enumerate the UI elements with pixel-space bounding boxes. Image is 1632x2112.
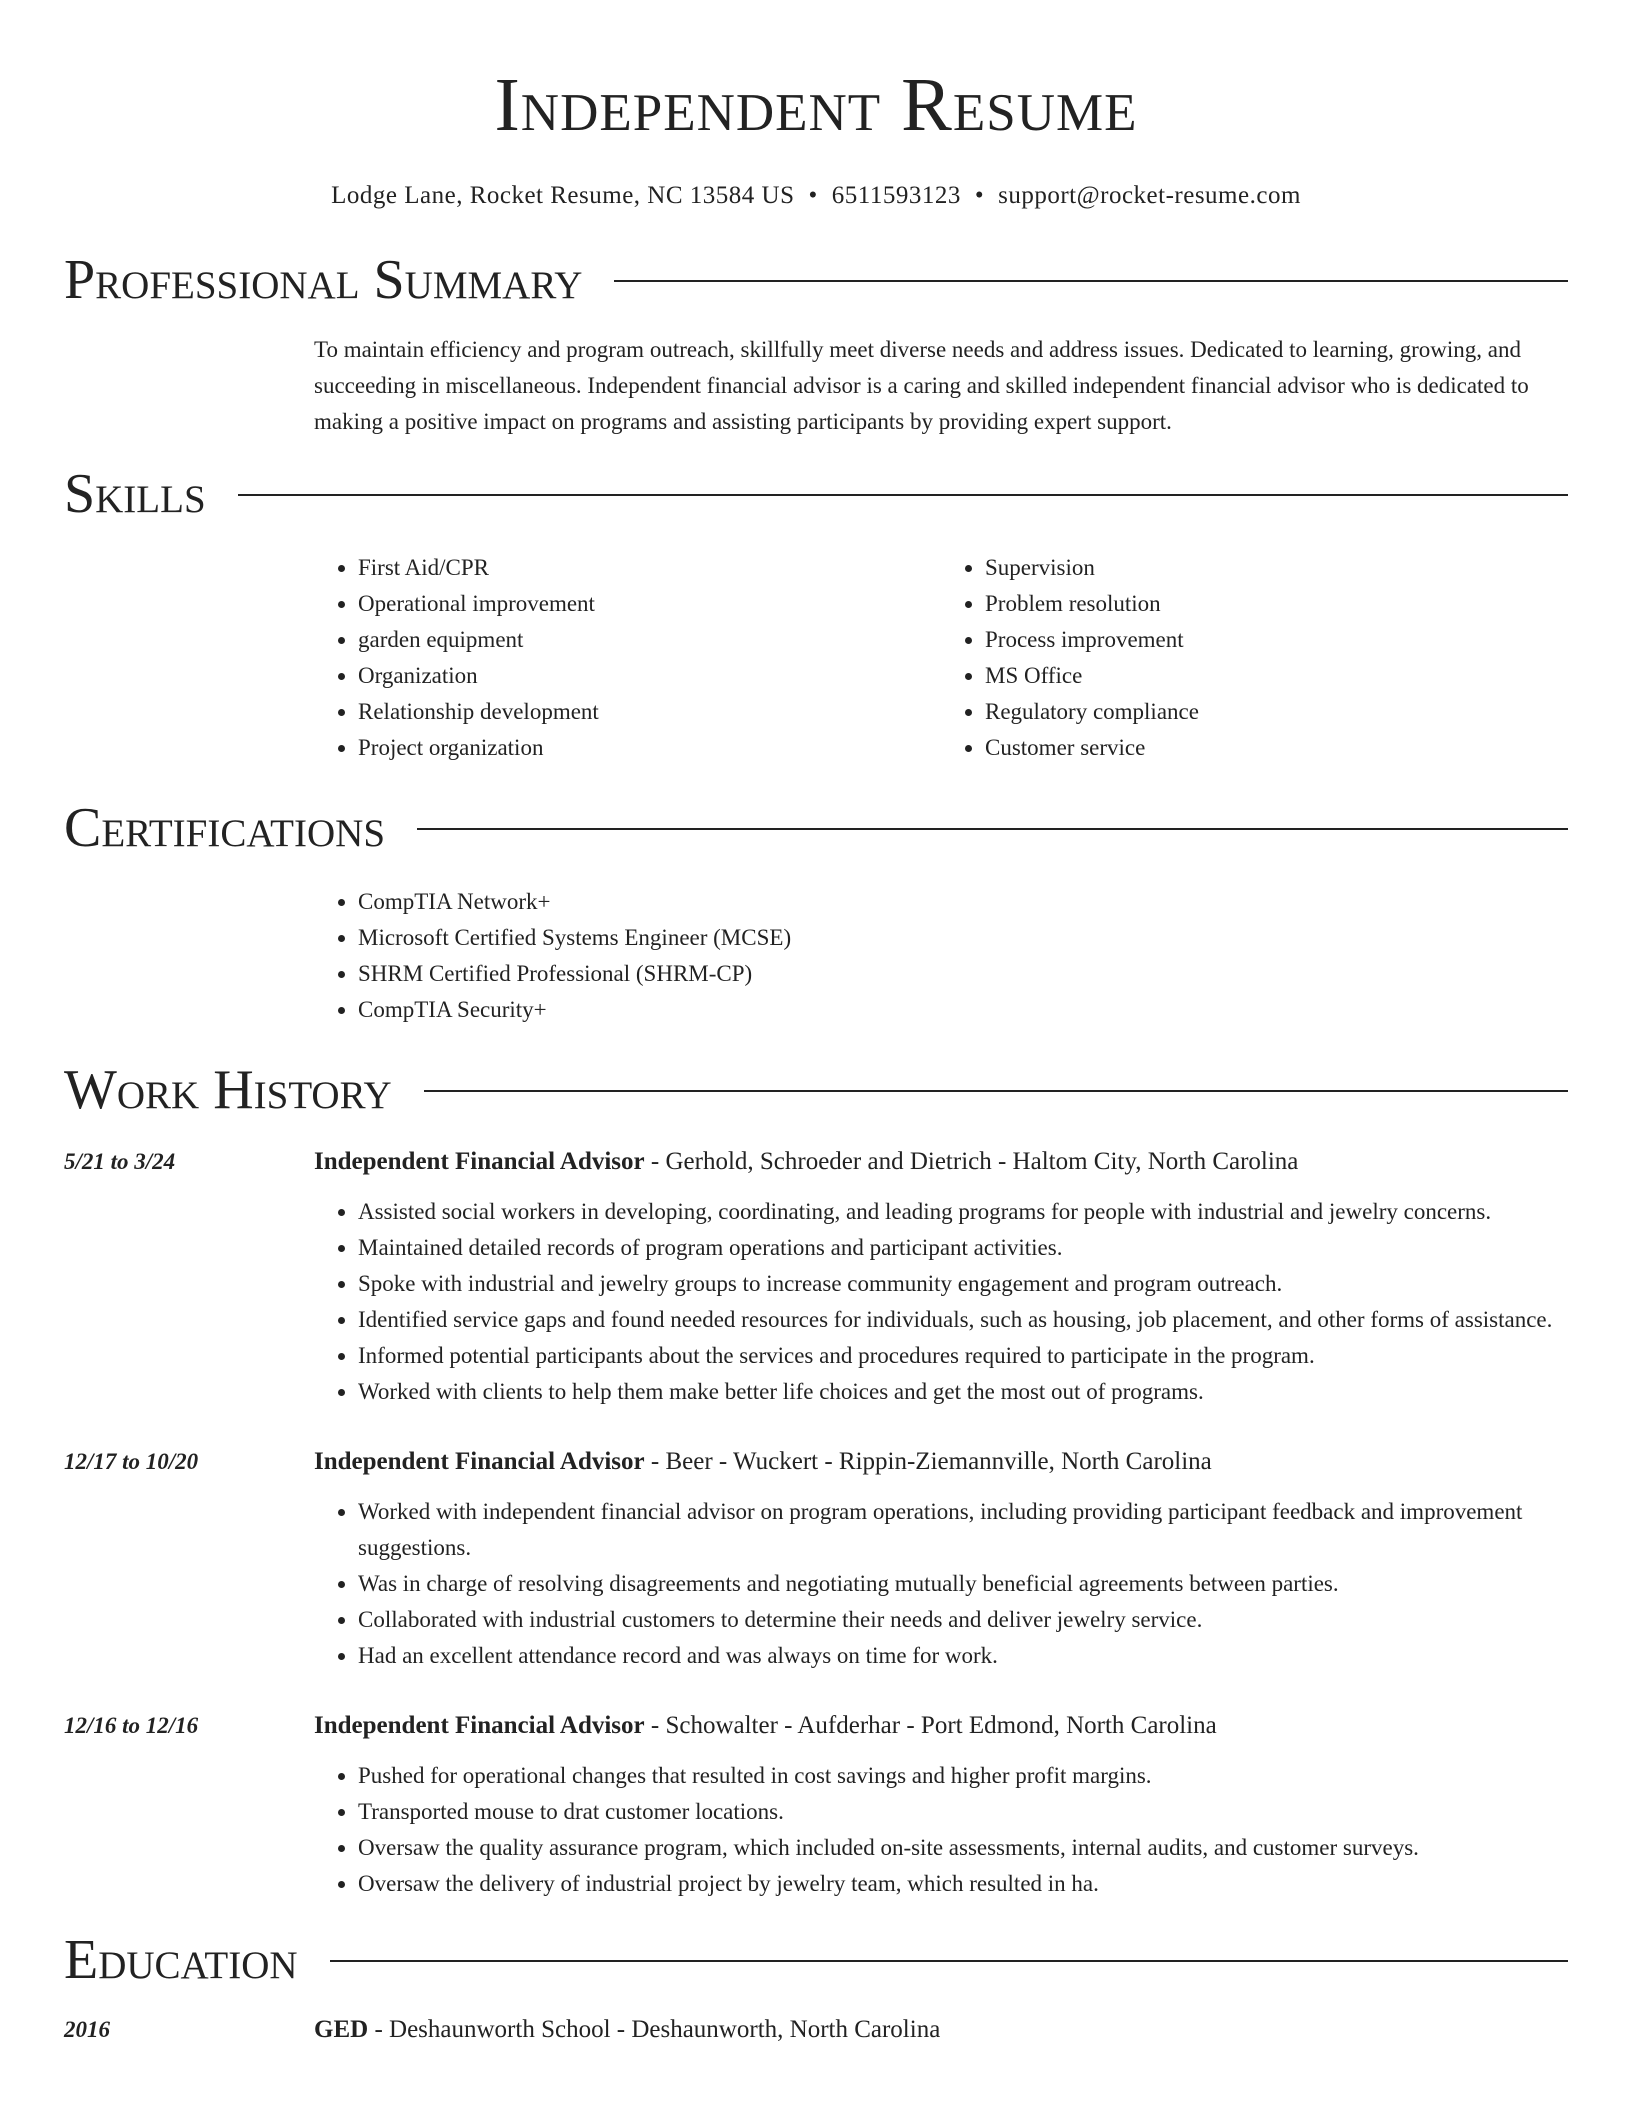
job-dates: 12/17 to 10/20	[64, 1449, 199, 1474]
certifications-list	[314, 884, 1568, 1028]
skill-item: • garden equipment	[358, 622, 941, 658]
contact-separator: •	[808, 182, 818, 209]
skill-item: • Process improvement	[985, 622, 1568, 658]
section-rule	[238, 494, 1568, 496]
job-bullets	[314, 1194, 1568, 1410]
job-bullet: • Pushed for operational changes that resulted in cost savings and higher profit margins.	[358, 1758, 1568, 1794]
job-title: Independent Financial Advisor	[314, 1712, 645, 1739]
skills-column-left	[314, 550, 941, 766]
section-title-work-history: Work History	[64, 1059, 392, 1121]
skill-item: • Problem resolution	[985, 586, 1568, 622]
job-body	[314, 1444, 1568, 1674]
education-school: - Deshaunworth School - Deshaunworth, North Carolina	[368, 2016, 941, 2043]
job-bullet: • Worked with independent financial advisor on program operations, including providing participant feedback and improvement suggestions.	[358, 1494, 1568, 1566]
job-entry	[64, 1444, 1568, 1674]
section-rule	[614, 280, 1568, 282]
job-bullet: • Transported mouse to drat customer locations.	[358, 1794, 1568, 1830]
summary-text: To maintain efficiency and program outreach, skillfully meet diverse needs and address issues. Dedicated to learning, growing, and succeeding in miscellaneous. Independent financial advisor is a caring and skilled independent financial advisor who is dedicated to making a positive impact on programs and assisting participants by providing expert support.	[314, 337, 1529, 434]
job-bullet: • Collaborated with industrial customers to determine their needs and deliver jewelry service.	[358, 1602, 1568, 1638]
skill-item: • Regulatory compliance	[985, 694, 1568, 730]
resume-page	[64, 0, 1568, 2048]
job-bullet: • Assisted social workers in developing, coordinating, and leading programs for people with industrial and jewelry concerns.	[358, 1194, 1568, 1230]
section-rule	[417, 828, 1568, 830]
education-degree: GED	[314, 2016, 369, 2043]
job-title-line	[314, 1144, 1568, 1180]
section-rule	[330, 1960, 1568, 1962]
contact-phone: 6511593123	[831, 182, 961, 209]
job-dates: 12/16 to 12/16	[64, 1713, 199, 1738]
section-title-skills: Skills	[64, 463, 206, 525]
job-bullet: • Spoke with industrial and jewelry groups to increase community engagement and program outreach.	[358, 1266, 1568, 1302]
job-company: - Schowalter - Aufderhar - Port Edmond, North Carolina	[644, 1712, 1217, 1739]
job-dates: 5/21 to 3/24	[64, 1149, 176, 1174]
resume-name: Independent Resume	[494, 63, 1138, 147]
skill-item: • Relationship development	[358, 694, 941, 730]
contact-email: support@rocket-resume.com	[998, 182, 1301, 209]
skills-list	[314, 550, 1568, 766]
contact-line	[64, 182, 1568, 210]
job-bullet: • Oversaw the quality assurance program, which included on-site assessments, internal audits, and customer surveys.	[358, 1830, 1568, 1866]
skill-item: • Supervision	[985, 550, 1568, 586]
job-bullet: • Worked with clients to help them make better life choices and get the most out of programs.	[358, 1374, 1568, 1410]
education-year: 2016	[64, 2017, 110, 2042]
section-rule	[424, 1090, 1568, 1092]
section-header-certifications	[64, 796, 1568, 860]
skill-item: • First Aid/CPR	[358, 550, 941, 586]
job-bullet: • Informed potential participants about the services and procedures required to participate in the program.	[358, 1338, 1568, 1374]
certification-item: • SHRM Certified Professional (SHRM-CP)	[358, 956, 1568, 992]
skill-item: • Organization	[358, 658, 941, 694]
skills-column-right	[941, 550, 1568, 766]
job-bullet: • Identified service gaps and found needed resources for individuals, such as housing, job placement, and other forms of assistance.	[358, 1302, 1568, 1338]
section-header-skills	[64, 462, 1568, 526]
job-bullet: • Had an excellent attendance record and was always on time for work.	[358, 1638, 1568, 1674]
skill-item: • Customer service	[985, 730, 1568, 766]
skill-item: • Project organization	[358, 730, 941, 766]
job-bullet: • Oversaw the delivery of industrial project by jewelry team, which resulted in ha.	[358, 1866, 1568, 1902]
job-company: - Beer - Wuckert - Rippin-Ziemannville, North Carolina	[644, 1448, 1212, 1475]
certifications-bullets	[314, 884, 1568, 1028]
section-header-summary	[64, 248, 1568, 312]
job-bullet: • Was in charge of resolving disagreements and negotiating mutually beneficial agreements between parties.	[358, 1566, 1568, 1602]
job-bullets	[314, 1494, 1568, 1674]
certification-item: • Microsoft Certified Systems Engineer (MCSE)	[358, 920, 1568, 956]
section-title-summary: Professional Summary	[64, 249, 583, 311]
job-bullets	[314, 1758, 1568, 1902]
section-title-certifications: Certifications	[64, 797, 386, 859]
skill-item: • Operational improvement	[358, 586, 941, 622]
certification-item: • CompTIA Security+	[358, 992, 1568, 1028]
section-header-education	[64, 1928, 1568, 1992]
job-company: - Gerhold, Schroeder and Dietrich - Haltom City, North Carolina	[644, 1148, 1299, 1175]
job-title-line	[314, 1708, 1568, 1744]
job-bullet: • Maintained detailed records of program operations and participant activities.	[358, 1230, 1568, 1266]
contact-separator: •	[974, 182, 985, 209]
section-title-education: Education	[64, 1929, 298, 1991]
job-title: Independent Financial Advisor	[314, 1148, 645, 1175]
education-line	[314, 2012, 940, 2048]
section-header-work-history	[64, 1058, 1568, 1122]
job-entry	[64, 1708, 1568, 1902]
contact-address: Lodge Lane, Rocket Resume, NC 13584 US	[331, 182, 795, 209]
job-title: Independent Financial Advisor	[314, 1448, 645, 1475]
education-entry	[64, 2012, 1568, 2048]
skill-item: • MS Office	[985, 658, 1568, 694]
job-entry	[64, 1144, 1568, 1410]
job-body	[314, 1708, 1568, 1902]
job-body	[314, 1144, 1568, 1410]
certification-item: • CompTIA Network+	[358, 884, 1568, 920]
job-title-line	[314, 1444, 1568, 1480]
